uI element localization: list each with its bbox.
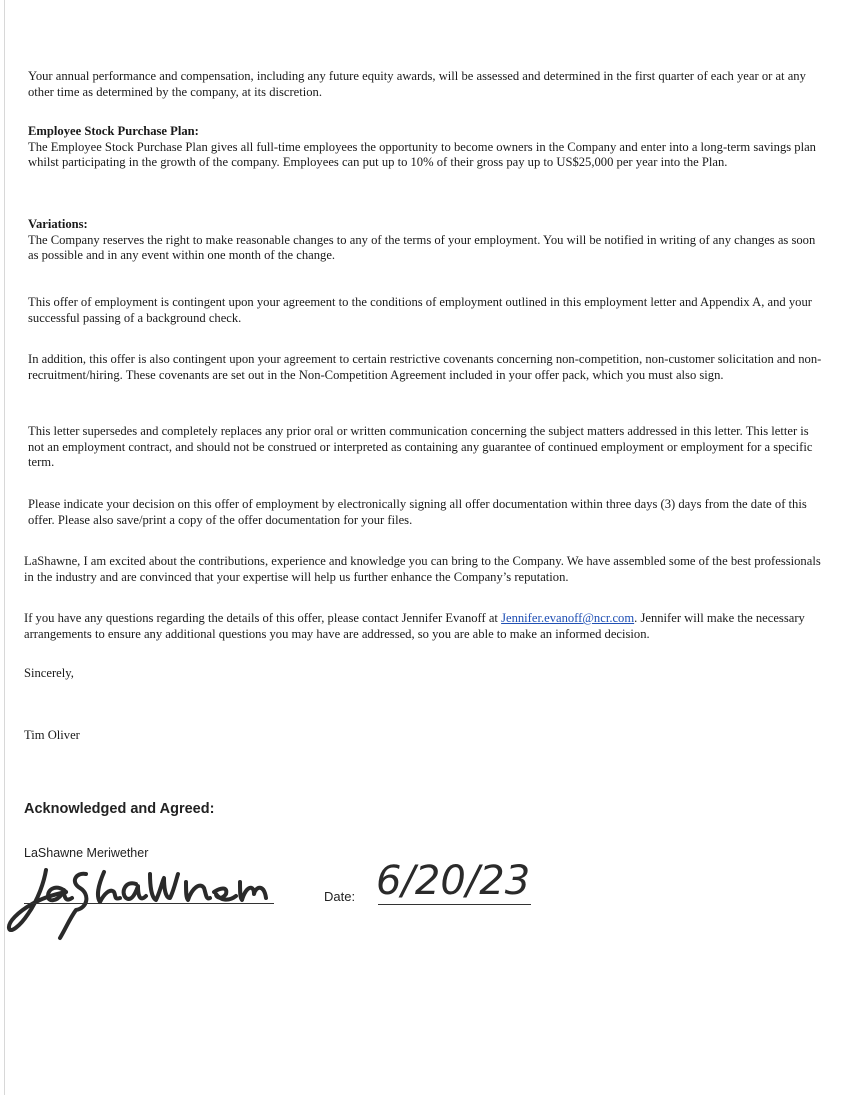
signer-name: LaShawne Meriwether <box>24 846 149 860</box>
date-label: Date: <box>324 889 356 904</box>
closing-sincerely <box>24 666 824 682</box>
handwritten-signature <box>0 852 300 947</box>
decision-paragraph <box>28 497 824 528</box>
decision-text: Please indicate your decision on this offer of employment by electronically signing all offer documentation within three days (3) days from the date of this offer. Please also save/print a copy of the offer documentation for your files. <box>28 497 807 527</box>
covenants-paragraph <box>28 352 824 383</box>
espp-text: The Employee Stock Purchase Plan gives all full-time employees the opportunity to become owners in the Company and enter into a long-term savings plan whilst participating in the growth of the company. Employees can put up to 10% of their gross pay up to US$25,000 per year into the Plan. <box>28 139 816 169</box>
excited-paragraph <box>24 554 824 585</box>
excited-text: LaShawne, I am excited about the contributions, experience and knowledge you can bring to the Company. We have assembled some of the best professionals in the industry and are convinced that your expertise will help us further enhance the Company’s reputation. <box>24 554 821 584</box>
variations-heading: Variations: <box>28 217 88 231</box>
signature-stroke-s <box>60 874 86 938</box>
acknowledged-heading: Acknowledged and Agreed: <box>24 801 215 817</box>
variations-text: The Company reserves the right to make reasonable changes to any of the terms of your employment. You will be notified in writing of any changes as soon as possible and in any event within one month of the change. <box>28 232 816 262</box>
date-line <box>378 904 531 905</box>
handwritten-date <box>372 852 532 902</box>
questions-before: If you have any questions regarding the details of this offer, please contact Jennifer Evanoff at <box>24 611 502 625</box>
sincerely-text: Sincerely, <box>24 666 74 680</box>
signature-stroke-e <box>214 889 236 900</box>
supersedes-paragraph <box>28 424 824 471</box>
signature-stroke-a2 <box>124 883 146 899</box>
email-link[interactable]: Jennifer.evanoff@ncr.com <box>501 611 635 625</box>
performance-paragraph <box>28 69 824 100</box>
questions-paragraph <box>24 611 824 642</box>
closing-sender <box>24 728 824 744</box>
sender-name: Tim Oliver <box>24 728 80 742</box>
date-value: 6/20/23 <box>376 858 531 902</box>
variations-section <box>28 217 824 264</box>
espp-section <box>28 124 824 171</box>
contingent-text: This offer of employment is contingent upon your agreement to the conditions of employment outlined in this employment letter and Appendix A, and your successful passing of a background check. <box>28 295 812 325</box>
espp-heading: Employee Stock Purchase Plan: <box>28 124 199 138</box>
performance-text: Your annual performance and compensation, including any future equity awards, will be assessed and determined in the first quarter of each year or at any other time as determined by the company, at its discretion. <box>28 69 806 99</box>
questions-after: . Jennifer will make the necessary arrangements to ensure any additional questions you may have are addressed, so you are able to make an informed decision. <box>24 611 805 641</box>
covenants-text: In addition, this offer is also contingent upon your agreement to certain restrictive covenants concerning non-competition, non-customer solicitation and non-recruitment/hiring. These covenants are set out in the Non-Competition Agreement included in your offer pack, which you must also sign. <box>28 352 822 382</box>
signature-stroke-h <box>98 872 120 902</box>
questions-text <box>24 611 824 642</box>
signature-stroke-m <box>240 882 266 900</box>
signature-stroke-w <box>150 874 178 900</box>
supersedes-text: This letter supersedes and completely replaces any prior oral or written communication concerning the subject matters addressed in this letter. This letter is not an employment contract, and should not be construed or interpreted as containing any guarantee of continued employment or employment for a specific term. <box>28 424 813 469</box>
signature-line <box>24 903 274 904</box>
signature-stroke-n <box>186 882 210 900</box>
contingent-paragraph <box>28 295 824 326</box>
